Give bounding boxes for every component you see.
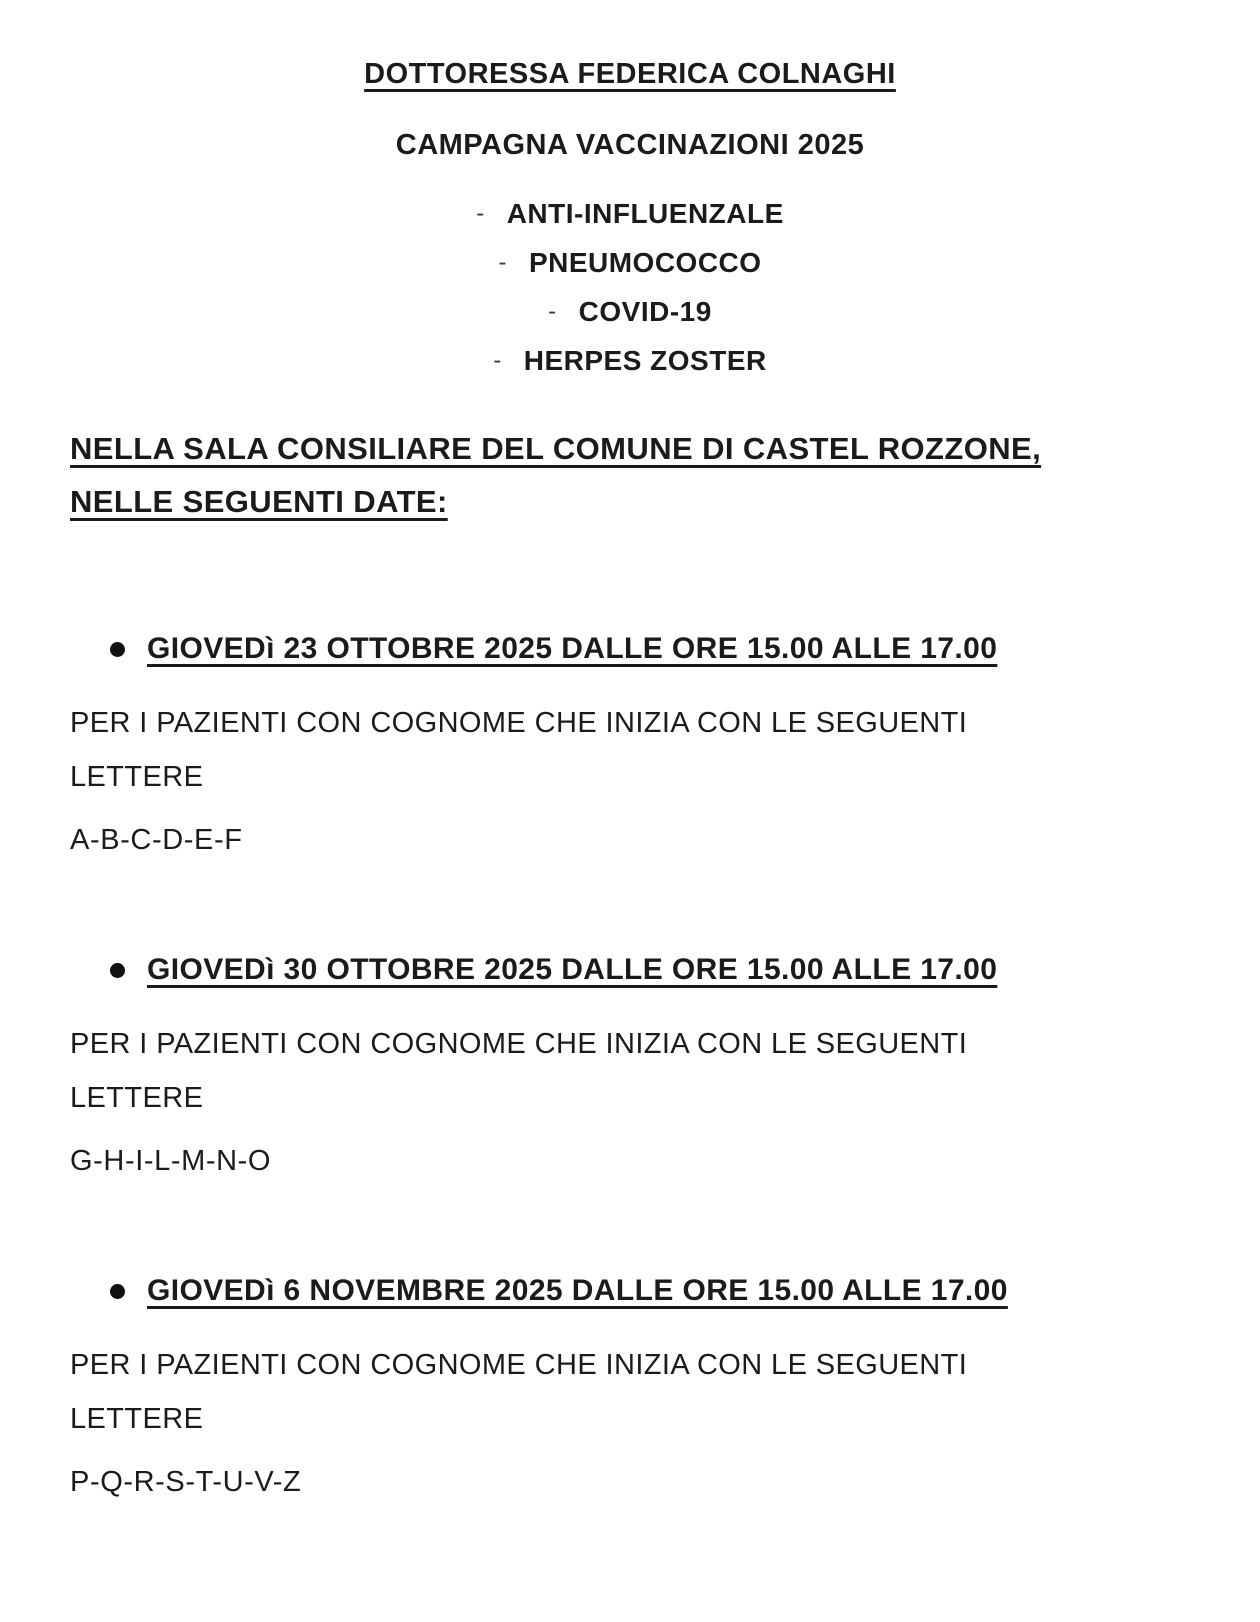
session-date-heading: GIOVEDì 23 OTTOBRE 2025 DALLE ORE 15.00 ALLE 17.00 <box>147 632 998 665</box>
campaign-subtitle: CAMPAGNA VACCINAZIONI 2025 <box>395 129 865 161</box>
location-heading <box>70 422 1190 528</box>
location-line-1: NELLA SALA CONSILIARE DEL COMUNE DI CASTEL ROZZONE, <box>70 431 1042 466</box>
session-date-heading: GIOVEDì 30 OTTOBRE 2025 DALLE ORE 15.00 ALLE 17.00 <box>147 953 998 986</box>
document-title: DOTTORESSA FEDERICA COLNAGHI <box>364 58 896 90</box>
vaccine-item <box>70 288 1190 337</box>
vaccine-item <box>70 337 1190 386</box>
vaccine-label: ANTI-INFLUENZALE <box>506 198 784 229</box>
session-description: PER I PAZIENTI CON COGNOME CHE INIZIA CON LE SEGUENTI LETTERE <box>70 1349 968 1435</box>
session-heading-row <box>70 1274 1190 1308</box>
session-letters: A-B-C-D-E-F <box>70 824 243 856</box>
bullet-icon <box>110 963 125 978</box>
session-heading-row <box>70 953 1190 987</box>
session-description: PER I PAZIENTI CON COGNOME CHE INIZIA CON LE SEGUENTI LETTERE <box>70 707 968 793</box>
vaccine-list <box>70 190 1190 386</box>
dash-bullet-icon: - <box>498 249 507 276</box>
vaccine-label: HERPES ZOSTER <box>523 345 767 376</box>
session-letters: P-Q-R-S-T-U-V-Z <box>70 1466 302 1498</box>
vaccine-label: PNEUMOCOCCO <box>528 247 762 278</box>
session-date-heading: GIOVEDì 6 NOVEMBRE 2025 DALLE ORE 15.00 ALLE 17.00 <box>147 1274 1008 1307</box>
vaccine-label: COVID-19 <box>578 296 712 327</box>
session-description: PER I PAZIENTI CON COGNOME CHE INIZIA CON LE SEGUENTI LETTERE <box>70 1028 968 1114</box>
bullet-icon <box>110 642 125 657</box>
session-block-2 <box>70 953 1190 1178</box>
bullet-icon <box>110 1284 125 1299</box>
dash-bullet-icon: - <box>476 200 485 227</box>
session-block-1 <box>70 632 1190 857</box>
session-letters: G-H-I-L-M-N-O <box>70 1145 272 1177</box>
dash-bullet-icon: - <box>493 347 502 374</box>
session-block-3 <box>70 1274 1190 1499</box>
dash-bullet-icon: - <box>548 298 557 325</box>
session-heading-row <box>70 632 1190 666</box>
location-line-2: NELLE SEGUENTI DATE: <box>70 484 448 519</box>
vaccine-item <box>70 190 1190 239</box>
vaccine-item <box>70 239 1190 288</box>
